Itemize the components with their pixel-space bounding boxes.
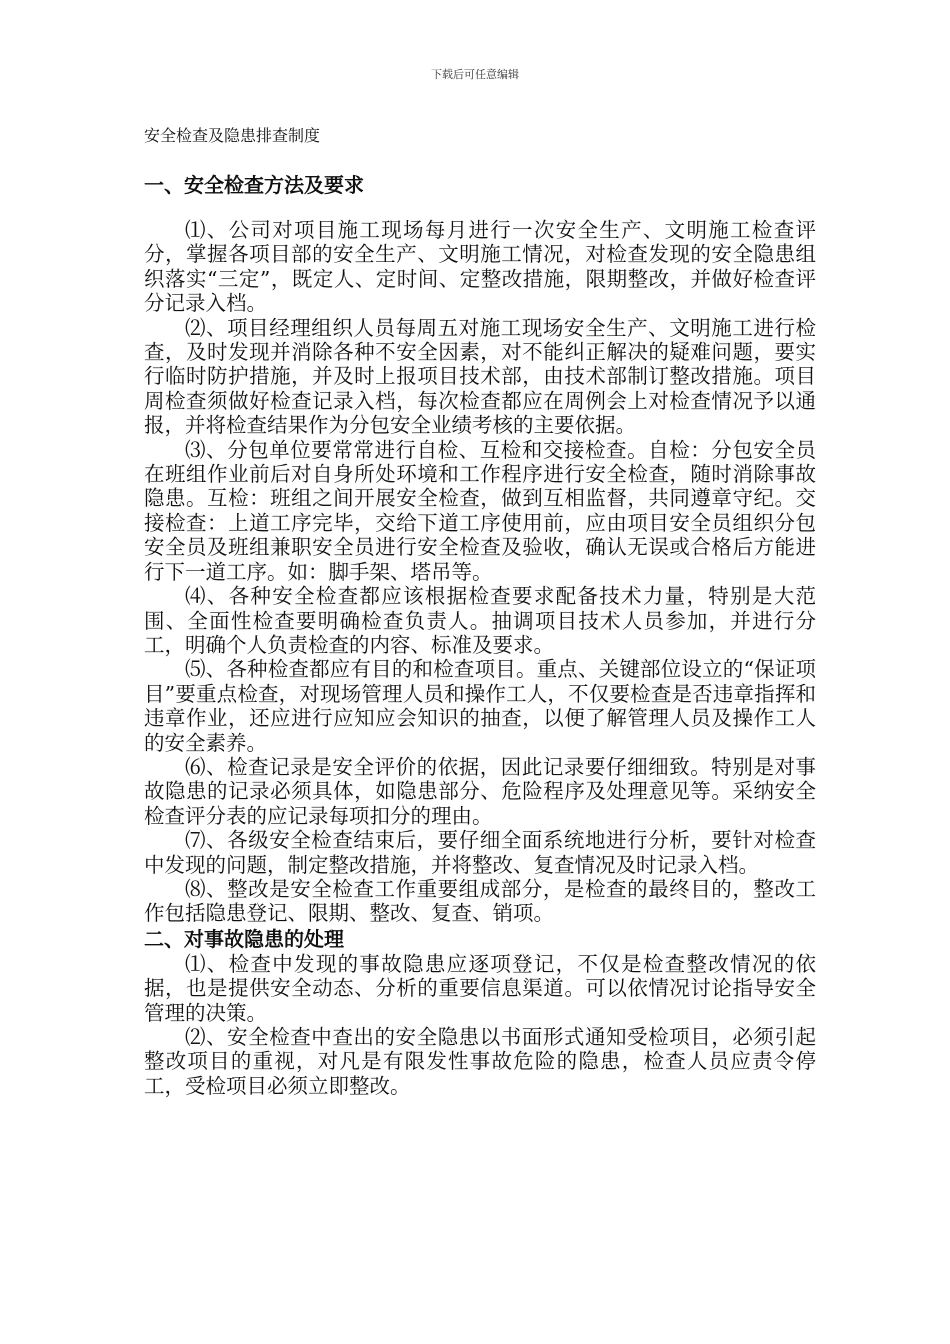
section-1-paragraph-1: ⑴、公司对项目施工现场每月进行一次安全生产、文明施工检查评分，掌握各项目部的安全生产、文明施工情况，对检查发现的安全隐患组织落实“三定”，既定人、定时间、定整改措施，限期整改，并做好检查评分记录入档。 (144, 218, 816, 316)
document-body (144, 124, 816, 1098)
section-1-paragraph-4: ⑷、各种安全检查都应该根据检查要求配备技术力量，特别是大范围、全面性检查要明确检查负责人。抽调项目技术人员参加，并进行分工，明确个人负责检查的内容、标准及要求。 (144, 584, 816, 657)
document-title: 安全检查及隐患排查制度 (144, 126, 321, 145)
section-2-heading: 二、对事故隐患的处理 (144, 926, 344, 951)
section-1-paragraph-3: ⑶、分包单位要常常进行自检、互检和交接检查。自检：分包安全员在班组作业前后对自身所处环境和工作程序进行安全检查，随时消除事故隐患。互检：班组之间开展安全检查，做到互相监督，共同遵章守纪。交接检查：上道工序完毕，交给下道工序使用前，应由项目安全员组织分包安全员及班组兼职安全员进行安全检查及验收，确认无误或合格后方能进行下一道工序。如：脚手架、塔吊等。 (144, 437, 816, 584)
section-2-paragraph-2: ⑵、安全检查中查出的安全隐患以书面形式通知受检项目，必须引起整改项目的重视，对凡是有限发性事故危险的隐患，检查人员应责令停工，受检项目必须立即整改。 (144, 1025, 816, 1098)
section-2-paragraph-1: ⑴、检查中发现的事故隐患应逐项登记，不仅是检查整改情况的依据，也是提供安全动态、分析的重要信息渠道。可以依情况讨论指导安全管理的决策。 (144, 951, 816, 1025)
section-1-paragraph-2: ⑵、项目经理组织人员每周五对施工现场安全生产、文明施工进行检查，及时发现并消除各种不安全因素，对不能纠正解决的疑难问题，要实行临时防护措施，并及时上报项目技术部，由技术部制订整改措施。项目周检查须做好检查记录入档，每次检查都应在周例会上对检查情况予以通报，并将检查结果作为分包安全业绩考核的主要依据。 (144, 315, 816, 438)
section-1-paragraph-6: ⑹、检查记录是安全评价的依据，因此记录要仔细细致。特别是对事故隐患的记录必须具体，如隐患部分、危险程序及处理意见等。采纳安全检查评分表的应记录每项扣分的理由。 (144, 754, 816, 828)
section-1-paragraph-5: ⑸、各种检查都应有目的和检查项目。重点、关键部位设立的“保证项目”要重点检查，对现场管理人员和操作工人，不仅要检查是否违章指挥和违章作业，还应进行应知应会知识的抽查，以便了解管理人员及操作工人的安全素养。 (144, 657, 816, 755)
section-1-paragraph-8: ⑻、整改是安全检查工作重要组成部分，是检查的最终目的，整改工作包括隐患登记、限期、整改、复查、销项。 (144, 876, 816, 926)
section-1-heading: 一、安全检查方法及要求 (144, 173, 364, 197)
section-1-paragraph-7: ⑺、各级安全检查结束后，要仔细全面系统地进行分析，要针对检查中发现的问题，制定整改措施，并将整改、复查情况及时记录入档。 (144, 828, 816, 877)
page-header: 下载后可任意编辑 (431, 68, 519, 81)
